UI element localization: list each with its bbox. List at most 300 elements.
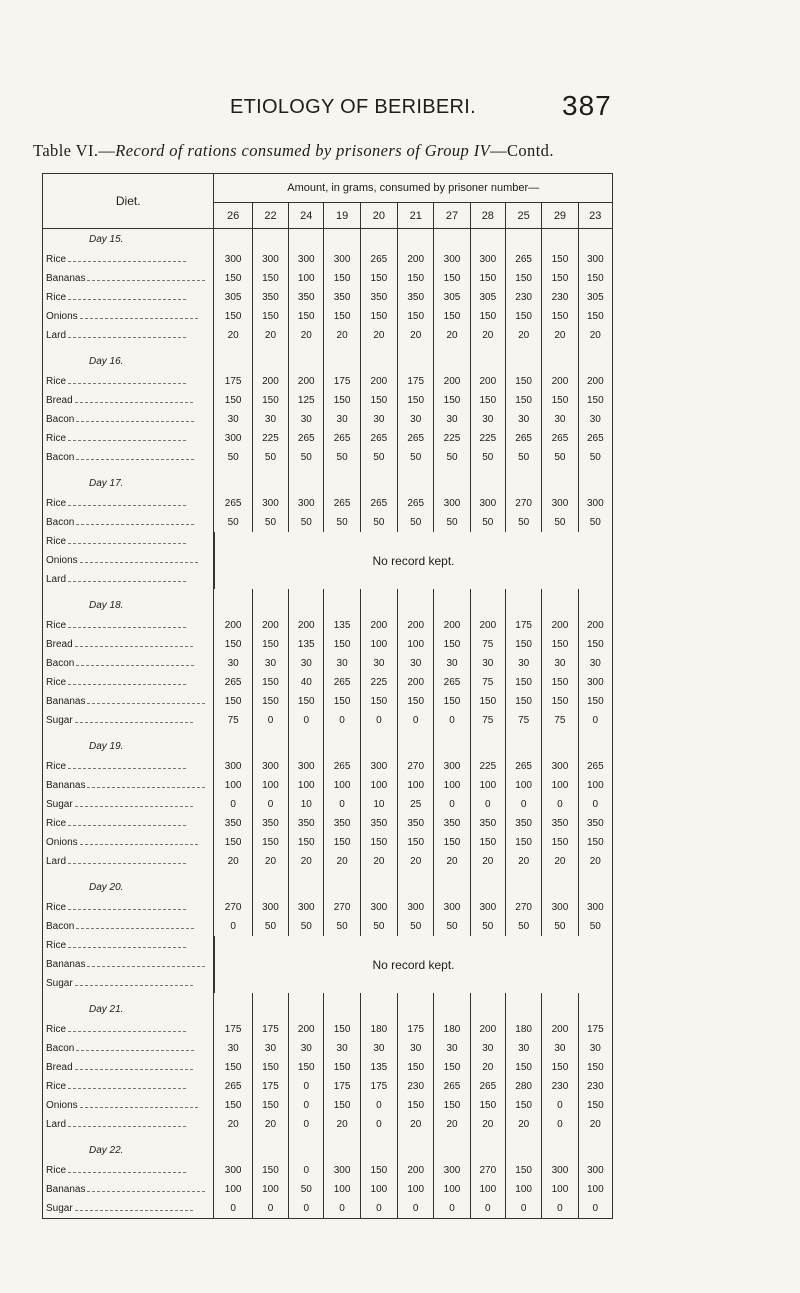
amount-cell: 150 <box>470 1096 505 1115</box>
empty-cell <box>578 877 612 898</box>
food-item-cell <box>43 372 214 391</box>
empty-cell <box>542 1140 578 1161</box>
amount-cell: 75 <box>470 635 505 654</box>
amount-cell: 150 <box>360 1161 397 1180</box>
amount-cell: 150 <box>252 307 288 326</box>
prisoner-number-header: 29 <box>542 203 578 229</box>
amount-cell: 300 <box>542 757 578 776</box>
amount-cell: 150 <box>252 1058 288 1077</box>
amount-cell: 200 <box>214 616 252 635</box>
food-item-label: Onions <box>46 555 78 566</box>
amount-cell: 300 <box>470 494 505 513</box>
amount-cell: 75 <box>214 711 252 730</box>
amount-cell: 265 <box>398 429 434 448</box>
empty-cell <box>542 877 578 898</box>
amount-cell: 175 <box>398 372 434 391</box>
caption-dash: — <box>98 141 116 160</box>
amount-cell: 150 <box>289 1058 324 1077</box>
amount-cell: 265 <box>324 429 360 448</box>
amount-cell: 0 <box>289 1115 324 1134</box>
amount-cell: 100 <box>398 635 434 654</box>
food-item-label: Rice <box>46 376 67 387</box>
amount-cell: 150 <box>542 391 578 410</box>
no-record-row <box>43 936 613 955</box>
prisoner-number-header: 21 <box>398 203 434 229</box>
amount-cell: 265 <box>578 757 612 776</box>
dot-leader <box>76 517 194 525</box>
amount-cell: 225 <box>360 673 397 692</box>
amount-cell: 150 <box>398 1058 434 1077</box>
food-item-label: Rice <box>46 254 67 265</box>
amount-cell: 200 <box>252 372 288 391</box>
amount-cell: 0 <box>542 1096 578 1115</box>
amount-cell: 20 <box>505 852 541 871</box>
amount-cell: 0 <box>398 1199 434 1219</box>
dot-leader <box>87 1184 205 1192</box>
dot-leader <box>68 856 186 864</box>
empty-cell <box>360 351 397 372</box>
amount-cell: 265 <box>324 494 360 513</box>
amount-cell: 150 <box>252 391 288 410</box>
empty-cell <box>324 736 360 757</box>
amount-cell: 50 <box>505 448 541 467</box>
amount-cell: 150 <box>252 269 288 288</box>
amount-cell: 100 <box>434 1180 470 1199</box>
amount-cell: 20 <box>289 852 324 871</box>
amount-cell: 40 <box>289 673 324 692</box>
empty-cell <box>214 473 252 494</box>
food-item-cell <box>43 326 214 345</box>
dot-leader <box>68 761 186 769</box>
amount-cell: 20 <box>578 852 612 871</box>
amount-cell: 20 <box>578 1115 612 1134</box>
amount-cell: 30 <box>252 654 288 673</box>
empty-cell <box>578 736 612 757</box>
table-row <box>43 494 613 513</box>
amount-cell: 0 <box>505 795 541 814</box>
amount-cell: 0 <box>542 795 578 814</box>
amount-cell: 150 <box>398 1096 434 1115</box>
amount-cell: 150 <box>542 833 578 852</box>
amount-cell: 180 <box>505 1020 541 1039</box>
amount-cell: 50 <box>324 917 360 936</box>
amount-cell: 30 <box>434 1039 470 1058</box>
food-item-cell <box>43 852 214 871</box>
empty-cell <box>252 736 288 757</box>
amount-cell: 150 <box>289 307 324 326</box>
empty-cell <box>398 229 434 251</box>
amount-cell: 300 <box>434 898 470 917</box>
no-record-row <box>43 532 613 551</box>
amount-cell: 265 <box>434 673 470 692</box>
food-item-cell <box>43 814 214 833</box>
amount-cell: 100 <box>398 776 434 795</box>
amount-cell: 20 <box>434 1115 470 1134</box>
empty-cell <box>398 473 434 494</box>
amount-cell: 20 <box>505 1115 541 1134</box>
dot-leader <box>68 433 186 441</box>
amount-cell: 100 <box>289 269 324 288</box>
amount-cell: 50 <box>434 917 470 936</box>
food-item-label: Bananas <box>46 780 86 791</box>
amount-cell: 200 <box>360 372 397 391</box>
amount-cell: 150 <box>434 307 470 326</box>
amount-cell: 270 <box>214 898 252 917</box>
dot-leader <box>68 254 186 262</box>
food-item-cell <box>43 673 214 692</box>
amount-cell: 350 <box>252 288 288 307</box>
amount-cell: 150 <box>398 692 434 711</box>
amount-cell: 200 <box>470 616 505 635</box>
amount-cell: 270 <box>324 898 360 917</box>
amount-cell: 150 <box>324 1020 360 1039</box>
amount-cell: 20 <box>252 326 288 345</box>
amount-cell: 30 <box>470 654 505 673</box>
amount-cell: 50 <box>289 513 324 532</box>
amount-cell: 30 <box>398 654 434 673</box>
amount-cell: 150 <box>434 1096 470 1115</box>
amount-cell: 175 <box>398 1020 434 1039</box>
amount-cell: 305 <box>578 288 612 307</box>
amount-cell: 0 <box>252 1199 288 1219</box>
food-item-label: Bananas <box>46 273 86 284</box>
amount-cell: 100 <box>434 776 470 795</box>
empty-cell <box>252 229 288 251</box>
table-row <box>43 711 613 730</box>
empty-cell <box>360 736 397 757</box>
amount-cell: 20 <box>470 852 505 871</box>
amount-cell: 225 <box>470 429 505 448</box>
amount-cell: 30 <box>470 410 505 429</box>
amount-cell: 20 <box>360 852 397 871</box>
amount-cell: 180 <box>360 1020 397 1039</box>
food-item-label: Sugar <box>46 978 73 989</box>
amount-cell: 0 <box>289 711 324 730</box>
table-row <box>43 269 613 288</box>
food-item-cell <box>43 955 214 974</box>
prisoner-number-header: 26 <box>214 203 252 229</box>
amount-header: Amount, in grams, consumed by prisoner number— <box>214 174 613 203</box>
amount-cell: 300 <box>434 250 470 269</box>
amount-cell: 230 <box>505 288 541 307</box>
amount-cell: 150 <box>434 391 470 410</box>
amount-cell: 135 <box>360 1058 397 1077</box>
empty-cell <box>578 595 612 616</box>
amount-cell: 50 <box>360 448 397 467</box>
amount-cell: 50 <box>252 917 288 936</box>
amount-cell: 100 <box>289 776 324 795</box>
amount-cell: 350 <box>505 814 541 833</box>
table-row <box>43 513 613 532</box>
empty-cell <box>324 595 360 616</box>
amount-cell: 350 <box>398 814 434 833</box>
amount-cell: 30 <box>252 410 288 429</box>
amount-cell: 150 <box>324 391 360 410</box>
empty-cell <box>542 229 578 251</box>
empty-cell <box>252 999 288 1020</box>
food-item-cell <box>43 551 214 570</box>
amount-cell: 30 <box>542 654 578 673</box>
amount-cell: 150 <box>360 692 397 711</box>
empty-cell <box>542 736 578 757</box>
dot-leader <box>76 658 194 666</box>
caption-title: Record of rations consumed by prisoners of Group IV <box>115 141 491 160</box>
amount-cell: 300 <box>578 673 612 692</box>
amount-cell: 50 <box>578 448 612 467</box>
amount-cell: 265 <box>398 494 434 513</box>
empty-cell <box>542 351 578 372</box>
amount-cell: 150 <box>470 833 505 852</box>
amount-cell: 265 <box>505 429 541 448</box>
amount-cell: 150 <box>505 833 541 852</box>
table-row <box>43 692 613 711</box>
amount-cell: 100 <box>214 1180 252 1199</box>
amount-cell: 50 <box>505 917 541 936</box>
amount-cell: 150 <box>252 833 288 852</box>
amount-cell: 50 <box>289 1180 324 1199</box>
food-item-cell <box>43 616 214 635</box>
day-label: Day 15. <box>43 229 214 251</box>
amount-cell: 300 <box>542 898 578 917</box>
amount-cell: 50 <box>470 917 505 936</box>
food-item-label: Rice <box>46 940 67 951</box>
empty-cell <box>470 999 505 1020</box>
empty-cell <box>398 877 434 898</box>
amount-cell: 200 <box>578 616 612 635</box>
amount-cell: 20 <box>214 326 252 345</box>
amount-cell: 10 <box>360 795 397 814</box>
amount-cell: 20 <box>214 1115 252 1134</box>
amount-cell: 50 <box>434 448 470 467</box>
amount-cell: 180 <box>434 1020 470 1039</box>
amount-cell: 100 <box>360 1180 397 1199</box>
amount-cell: 300 <box>324 250 360 269</box>
amount-cell: 150 <box>470 391 505 410</box>
amount-cell: 30 <box>578 1039 612 1058</box>
table-row <box>43 673 613 692</box>
table-row <box>43 917 613 936</box>
amount-cell: 200 <box>434 616 470 635</box>
amount-cell: 200 <box>578 372 612 391</box>
empty-cell <box>324 229 360 251</box>
amount-cell: 50 <box>434 513 470 532</box>
empty-cell <box>470 595 505 616</box>
amount-cell: 150 <box>505 1161 541 1180</box>
amount-cell: 30 <box>470 1039 505 1058</box>
empty-cell <box>289 595 324 616</box>
empty-cell <box>434 473 470 494</box>
dot-leader <box>76 452 194 460</box>
amount-cell: 30 <box>289 1039 324 1058</box>
amount-cell: 150 <box>324 692 360 711</box>
food-item-label: Bananas <box>46 696 86 707</box>
amount-cell: 280 <box>505 1077 541 1096</box>
amount-cell: 150 <box>505 1058 541 1077</box>
food-item-label: Bread <box>46 395 73 406</box>
amount-cell: 200 <box>360 616 397 635</box>
dot-leader <box>68 1165 186 1173</box>
empty-cell <box>578 229 612 251</box>
food-item-label: Rice <box>46 433 67 444</box>
amount-cell: 75 <box>505 711 541 730</box>
food-item-cell <box>43 795 214 814</box>
food-item-cell <box>43 936 214 955</box>
table-row <box>43 1161 613 1180</box>
amount-cell: 100 <box>324 776 360 795</box>
amount-cell: 0 <box>398 711 434 730</box>
amount-cell: 350 <box>434 814 470 833</box>
amount-cell: 150 <box>578 391 612 410</box>
empty-cell <box>214 736 252 757</box>
amount-cell: 300 <box>252 494 288 513</box>
empty-cell <box>252 595 288 616</box>
amount-cell: 50 <box>214 448 252 467</box>
day-heading-row <box>43 999 613 1020</box>
amount-cell: 265 <box>360 429 397 448</box>
amount-cell: 150 <box>324 1058 360 1077</box>
amount-cell: 0 <box>360 711 397 730</box>
amount-cell: 135 <box>324 616 360 635</box>
amount-cell: 225 <box>470 757 505 776</box>
amount-cell: 150 <box>505 1096 541 1115</box>
amount-cell: 350 <box>578 814 612 833</box>
food-item-label: Rice <box>46 677 67 688</box>
empty-cell <box>360 999 397 1020</box>
amount-cell: 0 <box>434 711 470 730</box>
amount-cell: 150 <box>505 391 541 410</box>
amount-cell: 300 <box>434 757 470 776</box>
food-item-label: Rice <box>46 1024 67 1035</box>
amount-cell: 300 <box>252 898 288 917</box>
empty-cell <box>578 999 612 1020</box>
food-item-cell <box>43 494 214 513</box>
dot-leader <box>80 1100 198 1108</box>
amount-cell: 300 <box>578 494 612 513</box>
amount-cell: 300 <box>360 898 397 917</box>
dot-leader <box>68 1081 186 1089</box>
empty-cell <box>470 229 505 251</box>
amount-cell: 200 <box>434 372 470 391</box>
dot-leader <box>87 696 205 704</box>
amount-cell: 20 <box>470 326 505 345</box>
amount-cell: 175 <box>214 1020 252 1039</box>
page-header <box>0 90 800 126</box>
amount-cell: 150 <box>542 1058 578 1077</box>
food-item-cell <box>43 654 214 673</box>
amount-cell: 175 <box>252 1077 288 1096</box>
empty-cell <box>434 999 470 1020</box>
dot-leader <box>87 273 205 281</box>
amount-cell: 265 <box>324 673 360 692</box>
food-item-label: Rice <box>46 292 67 303</box>
empty-cell <box>542 999 578 1020</box>
empty-cell <box>578 473 612 494</box>
amount-cell: 150 <box>578 833 612 852</box>
amount-cell: 300 <box>542 494 578 513</box>
day-label: Day 18. <box>43 595 214 616</box>
amount-cell: 265 <box>214 1077 252 1096</box>
amount-cell: 100 <box>252 776 288 795</box>
amount-cell: 0 <box>214 917 252 936</box>
table-row <box>43 1199 613 1219</box>
food-item-label: Rice <box>46 902 67 913</box>
amount-cell: 30 <box>434 654 470 673</box>
rations-body <box>43 229 613 1219</box>
amount-cell: 150 <box>214 307 252 326</box>
amount-cell: 200 <box>252 616 288 635</box>
dot-leader <box>75 1203 193 1211</box>
amount-cell: 150 <box>505 269 541 288</box>
empty-cell <box>398 595 434 616</box>
amount-cell: 30 <box>505 1039 541 1058</box>
empty-cell <box>434 351 470 372</box>
amount-cell: 265 <box>214 494 252 513</box>
empty-cell <box>542 473 578 494</box>
empty-cell <box>470 473 505 494</box>
amount-cell: 150 <box>542 635 578 654</box>
amount-cell: 150 <box>289 833 324 852</box>
amount-cell: 75 <box>542 711 578 730</box>
amount-cell: 300 <box>289 898 324 917</box>
food-item-label: Onions <box>46 837 78 848</box>
amount-cell: 150 <box>252 692 288 711</box>
empty-cell <box>505 736 541 757</box>
amount-cell: 30 <box>289 654 324 673</box>
rations-table <box>42 173 613 1219</box>
day-heading-row <box>43 473 613 494</box>
amount-cell: 50 <box>505 513 541 532</box>
amount-cell: 75 <box>470 673 505 692</box>
dot-leader <box>68 1119 186 1127</box>
dot-leader <box>76 414 194 422</box>
food-item-cell <box>43 757 214 776</box>
empty-cell <box>324 351 360 372</box>
food-item-label: Rice <box>46 1165 67 1176</box>
amount-cell: 350 <box>324 814 360 833</box>
amount-cell: 150 <box>578 692 612 711</box>
empty-cell <box>360 595 397 616</box>
food-item-label: Bread <box>46 1062 73 1073</box>
amount-cell: 200 <box>289 1020 324 1039</box>
amount-cell: 100 <box>398 1180 434 1199</box>
food-item-cell <box>43 692 214 711</box>
amount-cell: 300 <box>398 898 434 917</box>
amount-cell: 270 <box>398 757 434 776</box>
amount-cell: 150 <box>542 692 578 711</box>
empty-cell <box>324 999 360 1020</box>
empty-cell <box>360 473 397 494</box>
amount-cell: 305 <box>470 288 505 307</box>
food-item-cell <box>43 570 214 589</box>
no-record-note: No record kept. <box>214 936 613 993</box>
amount-cell: 30 <box>398 410 434 429</box>
food-item-label: Bananas <box>46 1184 86 1195</box>
amount-cell: 150 <box>434 635 470 654</box>
amount-cell: 30 <box>505 654 541 673</box>
amount-cell: 0 <box>214 1199 252 1219</box>
amount-cell: 30 <box>214 1039 252 1058</box>
amount-cell: 175 <box>252 1020 288 1039</box>
prisoner-number-header: 24 <box>289 203 324 229</box>
amount-cell: 175 <box>324 372 360 391</box>
dot-leader <box>68 1024 186 1032</box>
food-item-cell <box>43 513 214 532</box>
empty-cell <box>252 877 288 898</box>
food-item-cell <box>43 1199 214 1219</box>
empty-cell <box>360 877 397 898</box>
dot-leader <box>68 536 186 544</box>
food-item-label: Rice <box>46 818 67 829</box>
